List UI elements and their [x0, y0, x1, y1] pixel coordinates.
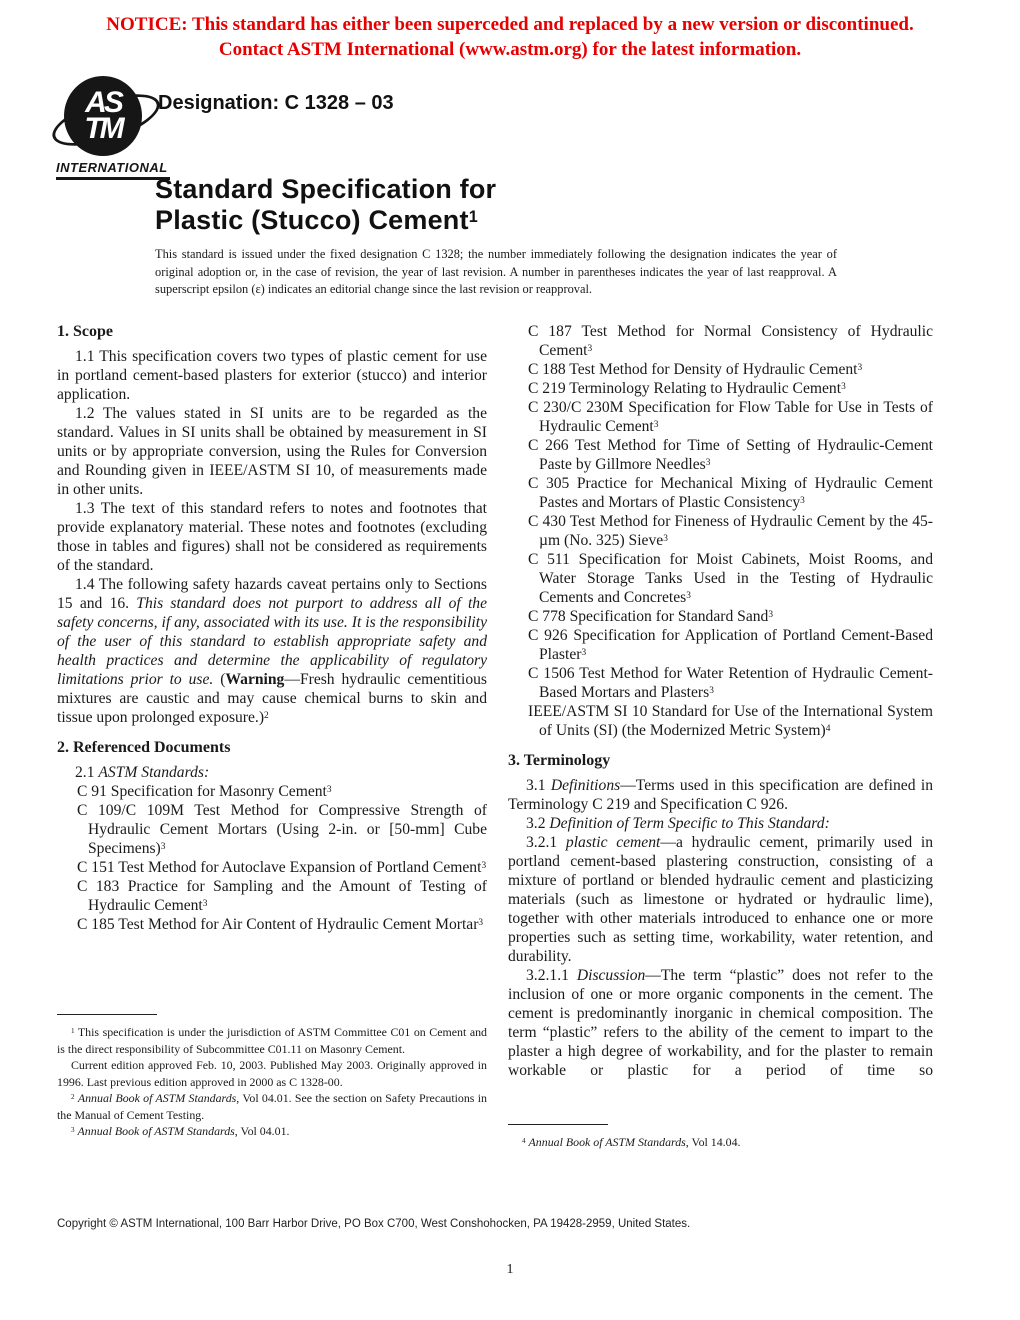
text-segment: 3 [202, 898, 208, 909]
discontinued-notice [0, 12, 1020, 62]
text-segment: , Vol 04.01. [234, 1124, 290, 1138]
text-segment: 3 [663, 533, 668, 544]
text-segment: Discussion [576, 967, 646, 984]
text-segment: C 305 Practice for Mechanical Mixing of Hydraulic Cement Pastes and Mortars of Plastic Consistency [528, 475, 933, 511]
copyright-line: Copyright © ASTM International, 100 Barr Harbor Drive, PO Box C700, West Conshohocken, PA 19428-2959, United States. [57, 1218, 691, 1230]
para-3-2-1 [508, 833, 933, 966]
reference-item [508, 474, 933, 512]
text-segment: 3 [478, 917, 484, 928]
right-footnotes [508, 1124, 933, 1151]
reference-item [508, 398, 933, 436]
footnote-3 [57, 1123, 487, 1140]
text-segment: 2 [71, 1092, 75, 1101]
reference-item [508, 664, 933, 702]
designation-text: Designation: C 1328 – 03 [158, 92, 394, 114]
logo-letters-top: AS [85, 86, 121, 119]
text-segment: C 511 Specification for Moist Cabinets, Moist Rooms, and Water Storage Tanks Used in the Testing of Hydraulic Cements and Concretes [528, 551, 933, 606]
footnote-edition [57, 1057, 487, 1090]
text-segment: C 151 Test Method for Autoclave Expansion of Portland Cement [77, 859, 482, 876]
reference-item [508, 379, 933, 398]
page-title [155, 174, 496, 236]
text-segment: Definitions [550, 777, 621, 794]
text-segment: , Vol 04.01. See the section on Safety Precautions in the Manual of Cement Testing. [57, 1091, 487, 1122]
text-segment: 3 [587, 343, 593, 354]
standard-preamble: This standard is issued under the fixed designation C 1328; the number immediately following the designation indicates the year of original adoption or, in the case of revision, the year of last revision. A number in parentheses indicates the year of last reapproval. A superscript epsilon (ε) indicates an editorial change since the last revision or reapproval. [155, 247, 837, 296]
reference-item [508, 702, 933, 740]
notice-line-2: Contact ASTM International (www.astm.org) for the latest information. [218, 39, 802, 60]
text-segment: This specification is under the jurisdiction of ASTM Committee C01 on Cement and is the direct responsibility of Subcommittee C01.11 on Masonry Cement. [57, 1025, 487, 1056]
text-segment: 3 [768, 609, 774, 620]
text-segment: 1 [71, 1026, 75, 1035]
text-segment: C 1506 Test Method for Water Retention of Hydraulic Cement-Based Mortars and Plasters [528, 665, 933, 701]
text-segment: 4 [522, 1136, 526, 1145]
text-segment: 4 [825, 723, 831, 734]
para-2-1 [57, 763, 487, 782]
text-segment: 3 [857, 362, 863, 373]
text-segment: C 109/C 109M Test Method for Compressive Strength of Hydraulic Cement Mortars (Using 2-in. or [50-mm] Cube Specimens) [77, 802, 487, 857]
text-segment: 1 [468, 207, 478, 226]
text-segment: —a hydraulic cement, primarily used in portland cement-based plastering construction, consisting of a mixture of portland or blended hydraulic cement and plasticizing materials (such as limestone or hydrated or hydraulic lime), together with other materials introduced to enhance one or more properties such as setting time, workability, water retention, and durability. [508, 834, 933, 965]
text-segment: Annual Book of ASTM Standards [77, 1091, 237, 1105]
text-segment: C 430 Test Method for Fineness of Hydraulic Cement by the 45-µm (No. 325) Sieve [528, 513, 933, 549]
text-segment: 2 [264, 710, 269, 721]
left-footnotes [57, 1014, 487, 1140]
text-segment: C 230/C 230M Specification for Flow Table for Use in Tests of Hydraulic Cement [528, 399, 933, 435]
section-2-heading: 2. Referenced Documents [57, 739, 231, 756]
text-segment: C 188 Test Method for Density of Hydraulic Cement [528, 361, 858, 378]
text-segment: Definition of Term Specific to This Standard: [549, 815, 830, 832]
text-segment: Current edition approved Feb. 10, 2003. Published May 2003. Originally approved in 1996. Last previous edition approved in 2000 as C 1328-00. [57, 1058, 487, 1089]
text-segment: C 219 Terminology Relating to Hydraulic Cement [528, 380, 842, 397]
text-segment: C 183 Practice for Sampling and the Amount of Testing of Hydraulic Cement [77, 878, 487, 914]
logo-letters-bottom: TM [84, 112, 122, 145]
text-segment: ASTM Standards: [98, 764, 210, 781]
para-3-2 [508, 814, 933, 833]
para-3-1 [508, 776, 933, 814]
section-3-heading: 3. Terminology [508, 752, 611, 769]
text-segment: ( [213, 671, 226, 688]
text-segment: 3.1 [526, 777, 551, 794]
text-segment: 3 [653, 419, 659, 430]
text-segment: Annual Book of ASTM Standards [528, 1135, 686, 1149]
text-segment: C 266 Test Method for Time of Setting of Hydraulic-Cement Paste by Gillmore Needles [528, 437, 933, 473]
text-segment: 3 [481, 860, 487, 871]
text-segment: 2.1 [75, 764, 99, 781]
reference-item [508, 512, 933, 550]
text-segment: 1.3 The text of this standard refers to notes and footnotes that provide explanatory material. These notes and footnotes (excluding those in tables and figures) shall not be considered as requirements of the standard. [57, 500, 487, 574]
text-segment: This standard does not purport to address all of the safety concerns, if any, associated with its use. It is the responsibility of the user of this standard to establish appropriate safety and health practices and determine the applicability of regulatory limitations prior to use. [57, 595, 487, 688]
text-segment: IEEE/ASTM SI 10 Standard for Use of the International System of Units (SI) (the Modernized Metric System) [528, 703, 933, 739]
reference-item [508, 626, 933, 664]
text-segment: —Terms used in this specification are defined in Terminology C 219 and Specification C 926. [508, 777, 934, 813]
title-line-1: Standard Specification for [155, 174, 497, 204]
text-segment: Annual Book of ASTM Standards [77, 1124, 235, 1138]
footnote-4 [508, 1134, 933, 1151]
para-1-2 [57, 404, 487, 499]
para-3-2-1-1 [508, 966, 933, 1080]
reference-item [508, 322, 933, 360]
footnote-rule [57, 1014, 157, 1015]
para-1-1 [57, 347, 487, 404]
footnote-2 [57, 1090, 487, 1123]
reference-item [57, 915, 487, 934]
text-segment: 1.2 The values stated in SI units are to be regarded as the standard. Values in SI units shall be obtained by measurement in SI units or by appropriate conversion, using the Rules for Conversion and Rounding given in IEEE/ASTM SI 10, of measurements made in other units. [57, 405, 487, 498]
reference-item [57, 782, 487, 801]
footnote-rule [508, 1124, 608, 1125]
globe-icon [64, 76, 142, 156]
right-column [508, 322, 933, 1080]
text-segment: 3 [841, 381, 846, 392]
reference-item [508, 360, 933, 379]
reference-item [508, 550, 933, 607]
reference-item [57, 801, 487, 858]
text-segment: 3.2.1 [526, 834, 566, 851]
text-segment: 3 [709, 685, 714, 696]
left-column [57, 322, 487, 934]
text-segment: 3 [326, 784, 332, 795]
text-segment: 3 [581, 647, 587, 658]
text-segment: , Vol 14.04. [685, 1135, 741, 1149]
reference-item [508, 607, 933, 626]
text-segment: C 91 Specification for Masonry Cement [77, 783, 327, 800]
text-segment: plastic cement [565, 834, 661, 851]
section-1-heading: 1. Scope [57, 323, 113, 340]
text-segment: 1.1 This specification covers two types of plastic cement for use in portland cement-based plasters for exterior (stucco) and interior application. [57, 348, 487, 403]
text-segment: C 926 Specification for Application of Portland Cement-Based Plaster [528, 627, 933, 663]
text-segment: 3.2 [526, 815, 550, 832]
para-1-3 [57, 499, 487, 575]
text-segment: 3 [71, 1125, 75, 1134]
text-segment: C 778 Specification for Standard Sand [528, 608, 769, 625]
text-segment: C 185 Test Method for Air Content of Hydraulic Cement Mortar [77, 916, 479, 933]
reference-item [508, 436, 933, 474]
notice-line-1: NOTICE: This standard has either been superceded and replaced by a new version or discontinued. [106, 14, 914, 35]
text-segment: Warning [225, 671, 285, 688]
para-1-4 [57, 575, 487, 727]
text-segment: 3 [686, 590, 691, 601]
text-segment: 1.4 The following safety hazards caveat pertains only to Sections 15 and 16. [57, 576, 487, 612]
text-segment: 3 [705, 457, 711, 468]
reference-item [57, 858, 487, 877]
text-segment: 3 [800, 495, 805, 506]
text-segment: 3.2.1.1 [526, 967, 577, 984]
text-segment: C 187 Test Method for Normal Consistency of Hydraulic Cement [528, 323, 933, 359]
text-segment: Plastic (Stucco) Cement [155, 205, 469, 235]
logo-international-label: INTERNATIONAL [56, 160, 170, 180]
text-segment: 3 [160, 841, 166, 852]
reference-item [57, 877, 487, 915]
footnote-1 [57, 1024, 487, 1057]
text-segment: —The term “plastic” does not refer to the inclusion of one or more organic components in the cement. The cement is predominantly inorganic in chemical composition. The term “plastic” refers to the ability of the cement to impart to the plaster a high degree of workability, and for the plaster to remain workable or plastic for a period of time so [508, 967, 933, 1079]
text-segment: —Fresh hydraulic cementitious mixtures are caustic and may cause chemical burns to skin and tissue upon prolonged exposure.) [57, 671, 487, 726]
astm-logo [52, 76, 228, 176]
title-line-2 [155, 205, 496, 236]
page-number: 1 [506, 1262, 514, 1277]
